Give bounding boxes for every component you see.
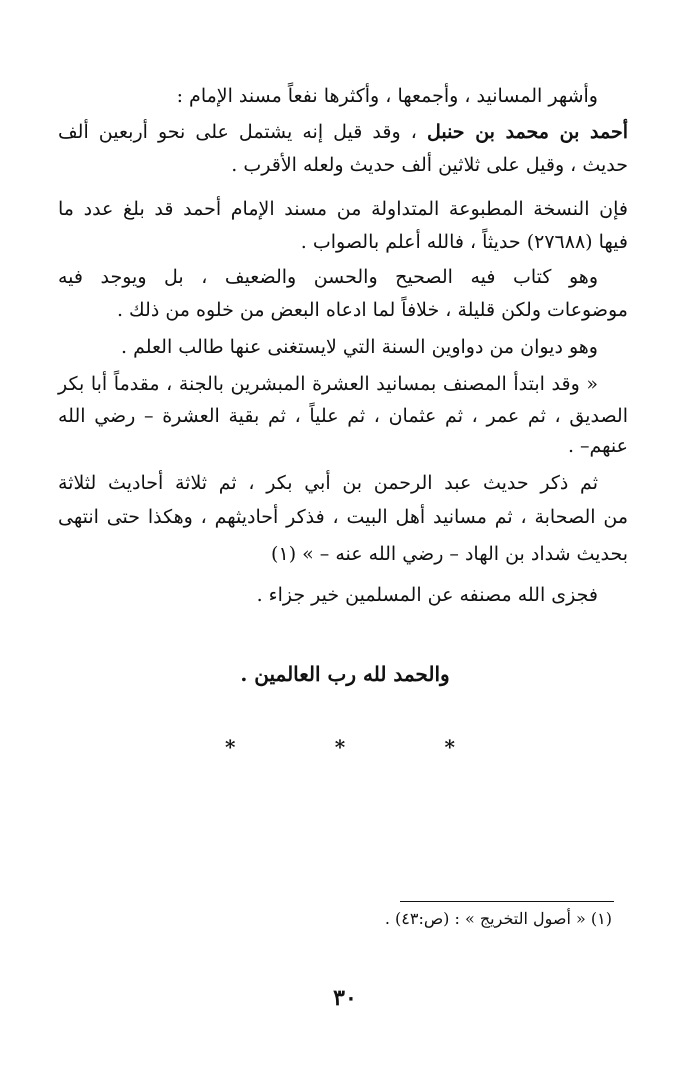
text-line: حديث ، وقيل على ثلاثين ألف حديث ولعله الأقرب . — [231, 154, 628, 176]
separator-star: * — [334, 735, 346, 759]
text-line: فجزى الله مصنفه عن المسلمين خير جزاء . — [256, 584, 598, 606]
separator-star: * — [225, 735, 236, 759]
text-line: الصديق ، ثم عمر ، ثم عثمان ، ثم علياً ، ثم بقية العشرة – رضي الله — [58, 405, 628, 427]
imam-name: أحمد بن محمد بن حنبل — [426, 121, 629, 143]
text-line: ثم ذكر حديث عبد الرحمن بن أبي بكر ، ثم ثلاثة أحاديث لثلاثة — [58, 472, 598, 494]
text-line: من الصحابة ، ثم مسانيد أهل البيت ، فذكر أحاديثهم ، وهكذا حتى انتهى — [58, 506, 628, 528]
text-line: فإن النسخة المطبوعة المتداولة من مسند الإمام أحمد قد بلغ عدد ما — [58, 198, 628, 220]
separator-star: * — [444, 735, 455, 759]
text-line: وهو ديوان من دواوين السنة التي لايستغنى عنها طالب العلم . — [121, 336, 598, 358]
text-span: ، وقد قيل إنه يشتمل على نحو أربعين ألف — [58, 121, 417, 143]
footnote-rule — [400, 901, 614, 902]
text-line: بحديث شداد بن الهاد – رضي الله عنه – » (١) — [271, 543, 628, 565]
section-separator — [225, 735, 455, 759]
text-line: موضوعات ولكن قليلة ، خلافاً لما ادعاه البعض من خلوه من ذلك . — [116, 299, 628, 321]
text-line — [58, 119, 628, 145]
page-number: ٣٠ — [333, 985, 357, 1011]
text-line: وأشهر المسانيد ، وأجمعها ، وأكثرها نفعاً مسند الإمام : — [176, 85, 598, 107]
text-line: عنهم– . — [567, 435, 628, 457]
text-line: وهو كتاب فيه الصحيح والحسن والضعيف ، بل ويوجد فيه — [58, 266, 598, 288]
closing-line: والحمد لله رب العالمين . — [240, 662, 450, 686]
text-line: « وقد ابتدأ المصنف بمسانيد العشرة المبشرين بالجنة ، مقدماً أبا بكر — [58, 373, 598, 395]
footnote: (١) « أصول التخريج » : (ص:٤٣) . — [384, 909, 612, 928]
text-line: فيها (٢٧٦٨٨) حديثاً ، فالله أعلم بالصواب . — [300, 231, 628, 253]
